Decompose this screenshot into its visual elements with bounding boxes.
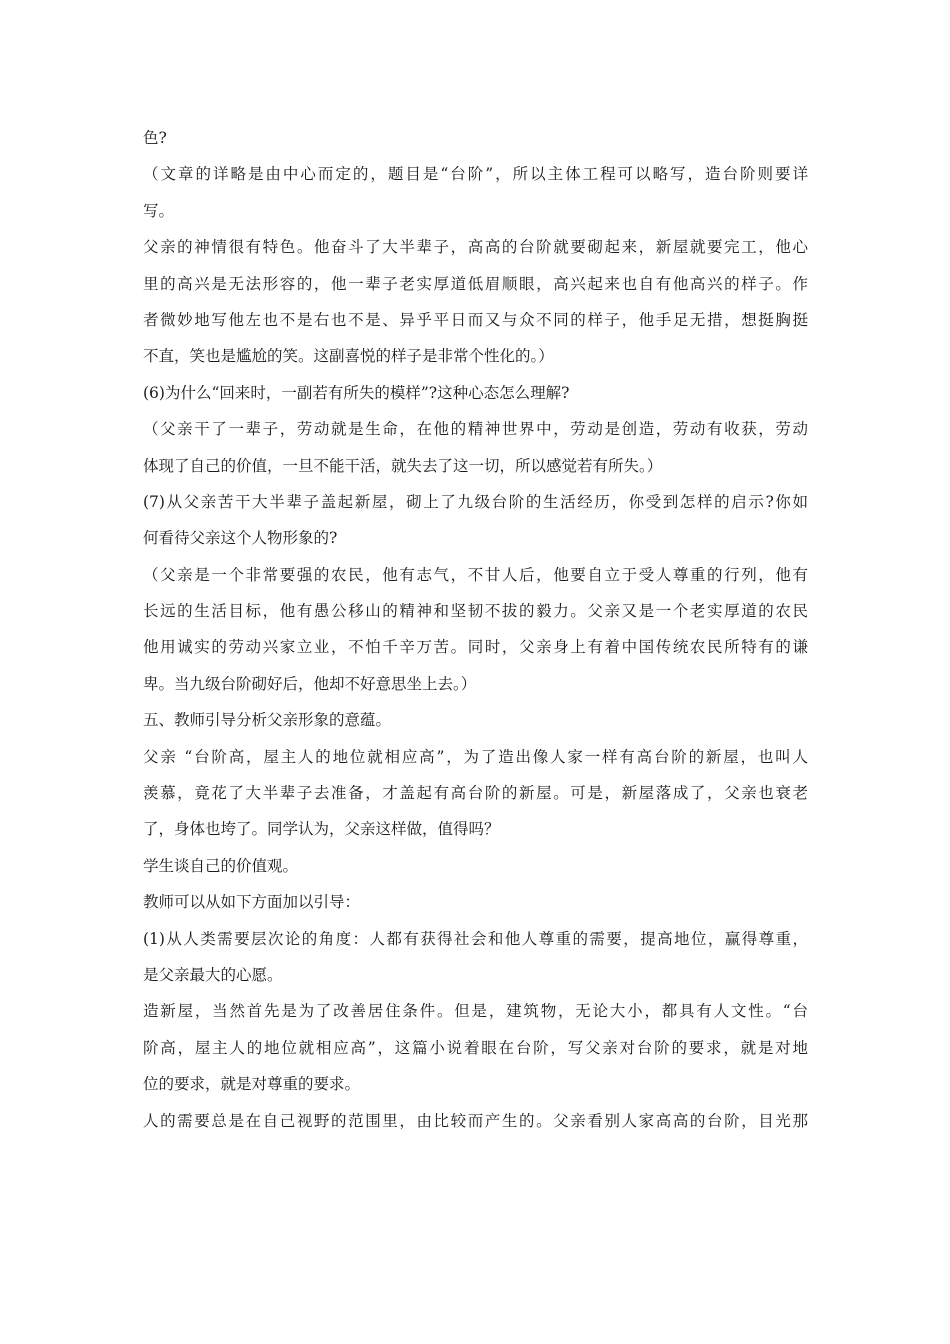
text-line: 是父亲最大的心愿。 bbox=[143, 965, 283, 984]
text-line: （文章的详略是由中心而定的，题目是“台阶”，所以主体工程可以略写，造台阶则要详 bbox=[143, 165, 808, 184]
text-line: 里的高兴是无法形容的，他一辈子老实厚道低眉顺眼，高兴起来也自有他高兴的样子。作 bbox=[143, 274, 808, 293]
text-line: 长远的生活目标，他有愚公移山的精神和坚韧不拔的毅力。父亲又是一个老实厚道的农民 bbox=[143, 602, 808, 621]
text-line: 父亲 “台阶高，屋主人的地位就相应高”，为了造出像人家一样有高台阶的新屋，也叫人 bbox=[143, 747, 808, 766]
text-line: (7)从父亲苦干大半辈子盖起新屋，砌上了九级台阶的生活经历，你受到怎样的启示?你如 bbox=[143, 492, 808, 511]
text-line: 何看待父亲这个人物形象的? bbox=[143, 529, 338, 548]
text-line: 他用诚实的劳动兴家立业，不怕千辛万苦。同时，父亲身上有着中国传统农民所特有的谦 bbox=[143, 638, 808, 657]
document-body bbox=[143, 123, 808, 1142]
text-line: 父亲的神情很有特色。他奋斗了大半辈子，高高的台阶就要砌起来，新屋就要完工，他心 bbox=[143, 238, 808, 257]
text-line: 色? bbox=[143, 129, 167, 147]
text-line: 不直，笑也是尴尬的笑。这副喜悦的样子是非常个性化的。） bbox=[143, 347, 554, 366]
text-line: 人的需要总是在自己视野的范围里，由比较而产生的。父亲看别人家高高的台阶，目光那 bbox=[143, 1111, 808, 1130]
text-line: (1)从人类需要层次论的角度：人都有获得社会和他人尊重的需要，提高地位，赢得尊重， bbox=[143, 929, 808, 948]
text-line: 卑。当九级台阶砌好后，他却不好意思坐上去。） bbox=[143, 674, 477, 693]
text-line: 体现了自己的价值，一旦不能干活，就失去了这一切，所以感觉若有所失。） bbox=[143, 456, 663, 475]
text-line: 羡慕，竟花了大半辈子去准备，才盖起有高台阶的新屋。可是，新屋落成了，父亲也衰老 bbox=[143, 784, 808, 803]
text-line: 写。 bbox=[143, 201, 175, 220]
text-line: （父亲是一个非常要强的农民，他有志气，不甘人后，他要自立于受人尊重的行列，他有 bbox=[143, 565, 808, 584]
text-line: 位的要求，就是对尊重的要求。 bbox=[143, 1075, 361, 1094]
text-line: 学生谈自己的价值观。 bbox=[143, 856, 299, 875]
text-line: 了，身体也垮了。同学认为，父亲这样做，值得吗？ bbox=[143, 820, 500, 839]
section-heading: 五、教师引导分析父亲形象的意蕴。 bbox=[143, 711, 392, 730]
text-line: 阶高，屋主人的地位就相应高”，这篇小说着眼在台阶，写父亲对台阶的要求，就是对地 bbox=[143, 1038, 808, 1057]
text-line: 教师可以从如下方面加以引导： bbox=[143, 893, 361, 912]
text-line: (6)为什么“回来时，一副若有所失的模样”?这种心态怎么理解? bbox=[143, 383, 570, 402]
text-line: （父亲干了一辈子，劳动就是生命，在他的精神世界中，劳动是创造，劳动有收获，劳动 bbox=[143, 420, 808, 439]
text-line: 者微妙地写他左也不是右也不是、异乎平日而又与众不同的样子，他手足无措，想挺胸挺 bbox=[143, 310, 808, 329]
text-line: 造新屋，当然首先是为了改善居住条件。但是，建筑物，无论大小，都具有人文性。“台 bbox=[143, 1002, 808, 1021]
